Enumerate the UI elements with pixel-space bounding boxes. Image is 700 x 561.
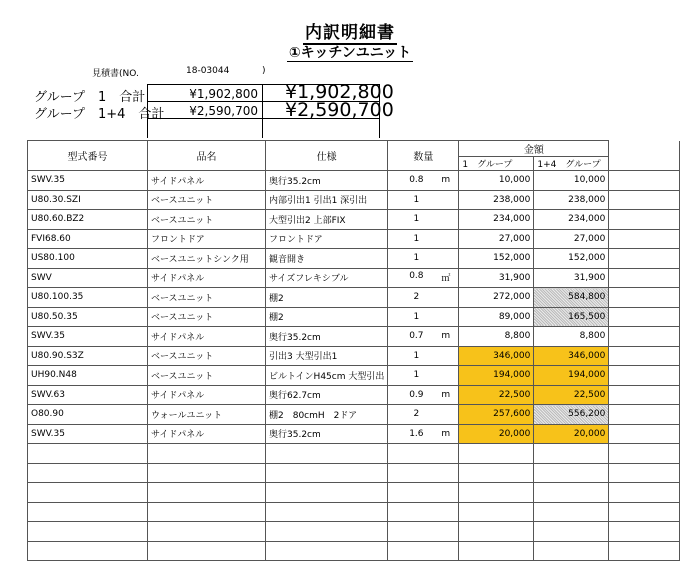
cell-product: サイドパネル bbox=[148, 424, 266, 444]
qty-unit: m bbox=[441, 389, 451, 400]
cell-group1-amount: 272,000 bbox=[459, 288, 534, 308]
empty-cell bbox=[388, 463, 459, 483]
cell-spec: 大型引出2 上部FIX bbox=[266, 210, 388, 230]
empty-cell bbox=[609, 541, 680, 561]
cell-group14-amount: 152,000 bbox=[534, 249, 609, 269]
cell-spec: 引出3 大型引出1 bbox=[266, 346, 388, 366]
empty-cell bbox=[459, 483, 534, 503]
empty-cell bbox=[534, 502, 609, 522]
cell-product: ベースユニット bbox=[148, 288, 266, 308]
qty-unit bbox=[441, 214, 455, 224]
cell-group14-amount: 20,000 bbox=[534, 424, 609, 444]
cell-group1-amount: 238,000 bbox=[459, 190, 534, 210]
cell-model: SWV.35 bbox=[28, 327, 148, 347]
table-row bbox=[28, 268, 680, 288]
empty-cell bbox=[266, 483, 388, 503]
empty-cell bbox=[609, 444, 680, 464]
qty-unit: m bbox=[441, 331, 451, 342]
cell-group1-amount: 257,600 bbox=[459, 405, 534, 425]
cell-product: サイドパネル bbox=[148, 268, 266, 288]
cell-group14-amount: 584,800 bbox=[534, 288, 609, 308]
qty-value: 2 bbox=[413, 292, 420, 303]
cell-blank bbox=[609, 210, 680, 230]
cell-group14-amount: 234,000 bbox=[534, 210, 609, 230]
cell-spec: ビルトインH45cm 大型引出 bbox=[266, 366, 388, 386]
empty-cell bbox=[534, 522, 609, 542]
cell-qty bbox=[388, 385, 459, 405]
empty-cell bbox=[534, 463, 609, 483]
empty-cell bbox=[534, 444, 609, 464]
cell-model: SWV bbox=[28, 268, 148, 288]
empty-cell bbox=[534, 483, 609, 503]
cell-product: フロントドア bbox=[148, 229, 266, 249]
table-row bbox=[28, 210, 680, 230]
qty-value: 0.8 bbox=[409, 175, 424, 186]
cell-model: U80.90.S3Z bbox=[28, 346, 148, 366]
cell-product: サイドパネル bbox=[148, 327, 266, 347]
cell-model: U80.100.35 bbox=[28, 288, 148, 308]
cell-model: U80.50.35 bbox=[28, 307, 148, 327]
cell-group1-amount: 22,500 bbox=[459, 385, 534, 405]
cell-group14-amount: 238,000 bbox=[534, 190, 609, 210]
empty-cell bbox=[609, 483, 680, 503]
quote-close: ) bbox=[262, 66, 266, 76]
empty-cell bbox=[534, 541, 609, 561]
empty-cell bbox=[28, 502, 148, 522]
cell-blank bbox=[609, 288, 680, 308]
cell-qty bbox=[388, 424, 459, 444]
qty-value: 1 bbox=[413, 233, 420, 244]
table-row bbox=[28, 424, 680, 444]
empty-cell bbox=[148, 444, 266, 464]
cell-qty bbox=[388, 288, 459, 308]
cell-spec: フロントドア bbox=[266, 229, 388, 249]
qty-value: 0.7 bbox=[409, 331, 424, 342]
empty-cell bbox=[459, 502, 534, 522]
cell-model: SWV.63 bbox=[28, 385, 148, 405]
quote-number: 18-03044 bbox=[186, 66, 230, 76]
empty-row bbox=[28, 483, 680, 503]
header-spec: 仕様 bbox=[266, 141, 388, 171]
empty-cell bbox=[266, 502, 388, 522]
quote-label: 見積書(NO. bbox=[92, 69, 139, 79]
cell-group1-amount: 234,000 bbox=[459, 210, 534, 230]
qty-unit bbox=[441, 409, 455, 419]
cell-blank bbox=[609, 249, 680, 269]
cell-blank bbox=[609, 327, 680, 347]
detail-table bbox=[27, 140, 680, 561]
cell-group1-amount: 194,000 bbox=[459, 366, 534, 386]
cell-spec: 内部引出1 引出1 深引出 bbox=[266, 190, 388, 210]
cell-spec: 棚2 bbox=[266, 288, 388, 308]
qty-value: 1.6 bbox=[409, 428, 424, 439]
empty-cell bbox=[459, 522, 534, 542]
cell-product: ベースユニット bbox=[148, 307, 266, 327]
cell-blank bbox=[609, 405, 680, 425]
cell-blank bbox=[609, 190, 680, 210]
qty-value: 1 bbox=[413, 311, 420, 322]
table-row bbox=[28, 327, 680, 347]
empty-cell bbox=[28, 541, 148, 561]
cell-qty bbox=[388, 210, 459, 230]
cell-model: U80.30.SZI bbox=[28, 190, 148, 210]
qty-value: 1 bbox=[413, 253, 420, 264]
empty-cell bbox=[459, 541, 534, 561]
table-row bbox=[28, 229, 680, 249]
cell-group1-amount: 20,000 bbox=[459, 424, 534, 444]
table-row bbox=[28, 346, 680, 366]
table-row bbox=[28, 249, 680, 269]
qty-unit: ㎡ bbox=[441, 274, 451, 285]
cell-product: ベースユニット bbox=[148, 366, 266, 386]
cell-model: FVI68.60 bbox=[28, 229, 148, 249]
table-row bbox=[28, 307, 680, 327]
cell-model: U80.60.BZ2 bbox=[28, 210, 148, 230]
cell-blank bbox=[609, 229, 680, 249]
qty-unit bbox=[441, 312, 455, 322]
cell-qty bbox=[388, 229, 459, 249]
qty-unit: m bbox=[441, 175, 451, 186]
empty-row bbox=[28, 444, 680, 464]
cell-product: ベースユニット bbox=[148, 346, 266, 366]
header-blank bbox=[609, 141, 680, 171]
cell-product: サイドパネル bbox=[148, 171, 266, 191]
empty-cell bbox=[388, 541, 459, 561]
empty-cell bbox=[609, 463, 680, 483]
cell-qty bbox=[388, 268, 459, 288]
cell-model: O80.90 bbox=[28, 405, 148, 425]
empty-cell bbox=[388, 444, 459, 464]
cell-product: ベースユニット bbox=[148, 210, 266, 230]
cell-product: サイドパネル bbox=[148, 385, 266, 405]
cell-group1-amount: 89,000 bbox=[459, 307, 534, 327]
empty-cell bbox=[388, 502, 459, 522]
cell-blank bbox=[609, 171, 680, 191]
cell-group14-amount: 194,000 bbox=[534, 366, 609, 386]
qty-unit bbox=[441, 370, 455, 380]
empty-cell bbox=[609, 522, 680, 542]
cell-group14-amount: 10,000 bbox=[534, 171, 609, 191]
qty-unit bbox=[441, 234, 455, 244]
cell-spec: サイズフレキシブル bbox=[266, 268, 388, 288]
table-row bbox=[28, 385, 680, 405]
empty-cell bbox=[28, 522, 148, 542]
cell-group1-amount: 346,000 bbox=[459, 346, 534, 366]
table-row bbox=[28, 171, 680, 191]
qty-unit: m bbox=[441, 428, 451, 439]
cell-model: SWV.35 bbox=[28, 171, 148, 191]
empty-cell bbox=[148, 463, 266, 483]
empty-cell bbox=[148, 483, 266, 503]
qty-value: 0.8 bbox=[409, 271, 424, 282]
cell-qty bbox=[388, 249, 459, 269]
group1-total-label: グループ 1 合計 bbox=[34, 90, 146, 105]
empty-row bbox=[28, 522, 680, 542]
cell-group14-amount: 22,500 bbox=[534, 385, 609, 405]
empty-cell bbox=[148, 541, 266, 561]
qty-value: 0.9 bbox=[409, 389, 424, 400]
cell-spec: 棚2 bbox=[266, 307, 388, 327]
empty-cell bbox=[609, 502, 680, 522]
table-row bbox=[28, 405, 680, 425]
qty-value: 1 bbox=[413, 214, 420, 225]
cell-qty bbox=[388, 346, 459, 366]
empty-row bbox=[28, 541, 680, 561]
header-product: 品名 bbox=[148, 141, 266, 171]
empty-cell bbox=[388, 522, 459, 542]
qty-value: 1 bbox=[413, 370, 420, 381]
document-title: 内訳明細書 bbox=[305, 23, 395, 43]
qty-value: 2 bbox=[413, 409, 420, 420]
qty-unit bbox=[441, 292, 455, 302]
empty-cell bbox=[28, 463, 148, 483]
cell-qty bbox=[388, 190, 459, 210]
header-amount: 金額 bbox=[459, 141, 609, 157]
cell-group1-amount: 152,000 bbox=[459, 249, 534, 269]
empty-cell bbox=[28, 483, 148, 503]
header-group1: 1 グループ bbox=[459, 157, 534, 171]
empty-cell bbox=[266, 522, 388, 542]
empty-row bbox=[28, 502, 680, 522]
cell-qty bbox=[388, 171, 459, 191]
cell-spec: 奥行35.2cm bbox=[266, 424, 388, 444]
cell-blank bbox=[609, 385, 680, 405]
qty-value: 1 bbox=[413, 194, 420, 205]
cell-group1-amount: 10,000 bbox=[459, 171, 534, 191]
cell-group14-amount: 346,000 bbox=[534, 346, 609, 366]
cell-qty bbox=[388, 405, 459, 425]
cell-group14-amount: 556,200 bbox=[534, 405, 609, 425]
empty-cell bbox=[148, 502, 266, 522]
cell-blank bbox=[609, 346, 680, 366]
qty-value: 1 bbox=[413, 350, 420, 361]
cell-blank bbox=[609, 366, 680, 386]
qty-unit bbox=[441, 253, 455, 263]
cell-spec: 棚2 80cmH 2ドア bbox=[266, 405, 388, 425]
cell-product: ベースユニット bbox=[148, 190, 266, 210]
header-qty: 数量 bbox=[388, 141, 459, 171]
cell-model: US80.100 bbox=[28, 249, 148, 269]
group14-total-small: ¥2,590,700 bbox=[189, 104, 258, 118]
cell-group14-amount: 165,500 bbox=[534, 307, 609, 327]
table-row bbox=[28, 288, 680, 308]
empty-row bbox=[28, 463, 680, 483]
cell-group14-amount: 8,800 bbox=[534, 327, 609, 347]
cell-product: ベースユニットシンク用 bbox=[148, 249, 266, 269]
header-model: 型式番号 bbox=[28, 141, 148, 171]
cell-model: UH90.N48 bbox=[28, 366, 148, 386]
empty-cell bbox=[266, 444, 388, 464]
table-row bbox=[28, 366, 680, 386]
cell-group14-amount: 31,900 bbox=[534, 268, 609, 288]
group1-total-big: ¥1,902,800 bbox=[285, 81, 394, 103]
cell-group1-amount: 8,800 bbox=[459, 327, 534, 347]
cell-spec: 観音開き bbox=[266, 249, 388, 269]
header-group14: 1+4 グループ bbox=[534, 157, 609, 171]
cell-spec: 奥行62.7cm bbox=[266, 385, 388, 405]
cell-qty bbox=[388, 366, 459, 386]
group1-total-small: ¥1,902,800 bbox=[189, 87, 258, 101]
cell-spec: 奥行35.2cm bbox=[266, 327, 388, 347]
empty-cell bbox=[459, 463, 534, 483]
cell-blank bbox=[609, 424, 680, 444]
empty-cell bbox=[148, 522, 266, 542]
empty-cell bbox=[459, 444, 534, 464]
document-subtitle: ①キッチンユニット bbox=[288, 45, 412, 61]
empty-cell bbox=[388, 483, 459, 503]
cell-blank bbox=[609, 307, 680, 327]
empty-cell bbox=[266, 541, 388, 561]
group14-total-big: ¥2,590,700 bbox=[285, 99, 394, 121]
qty-unit bbox=[441, 195, 455, 205]
table-row bbox=[28, 190, 680, 210]
cell-group1-amount: 27,000 bbox=[459, 229, 534, 249]
cell-spec: 奥行35.2cm bbox=[266, 171, 388, 191]
group14-total-label: グループ 1+4 合計 bbox=[34, 107, 165, 122]
cell-product: ウォールユニット bbox=[148, 405, 266, 425]
empty-cell bbox=[266, 463, 388, 483]
empty-cell bbox=[28, 444, 148, 464]
qty-unit bbox=[441, 351, 455, 361]
cell-blank bbox=[609, 268, 680, 288]
cell-group14-amount: 27,000 bbox=[534, 229, 609, 249]
cell-model: SWV.35 bbox=[28, 424, 148, 444]
cell-qty bbox=[388, 307, 459, 327]
cell-qty bbox=[388, 327, 459, 347]
cell-group1-amount: 31,900 bbox=[459, 268, 534, 288]
